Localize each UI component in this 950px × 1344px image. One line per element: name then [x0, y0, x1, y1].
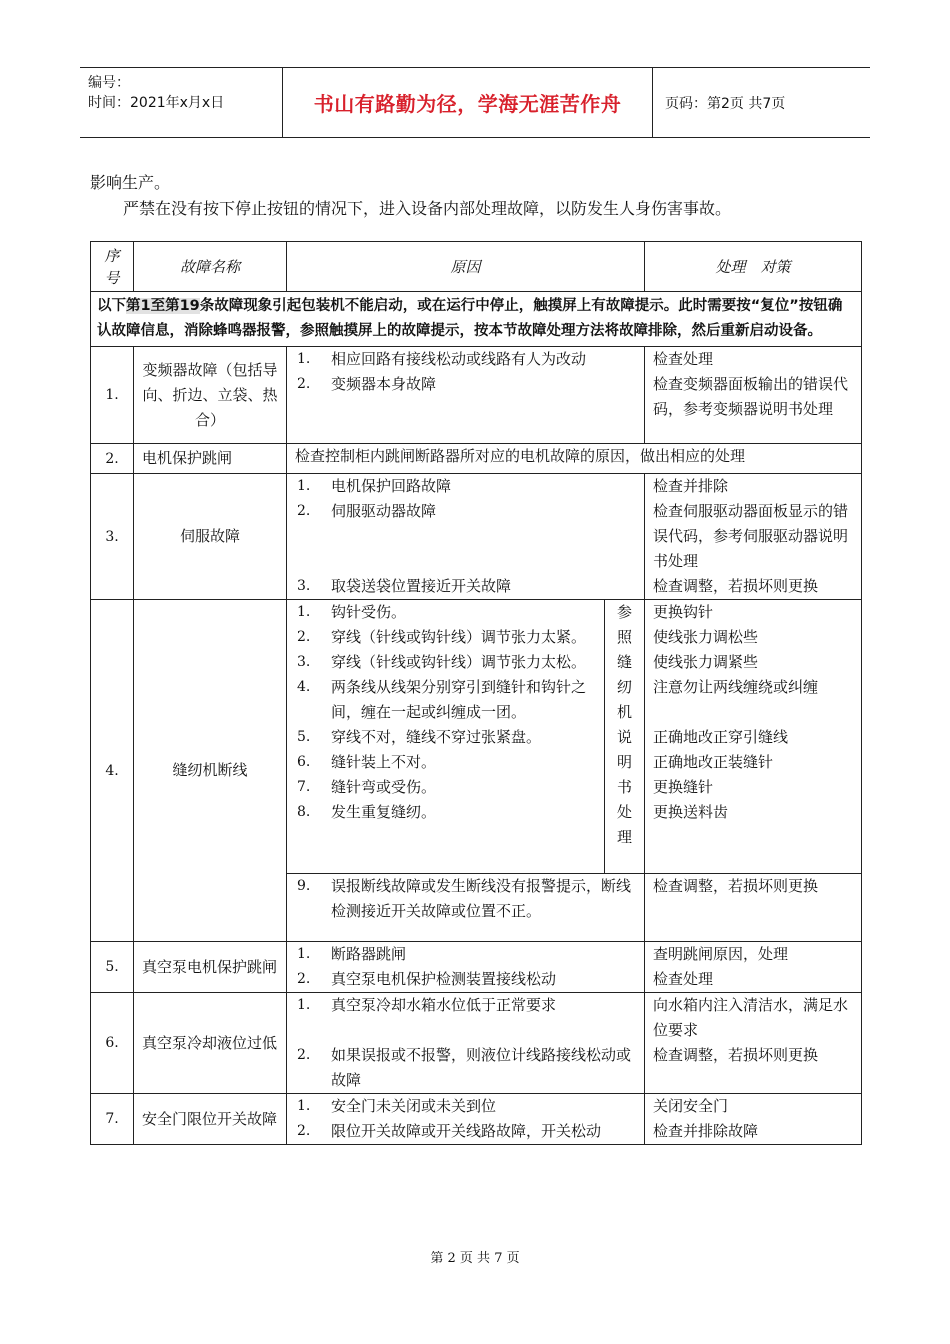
- table-row: [91, 942, 862, 993]
- cause-cell: [287, 347, 645, 444]
- cause-item: 5. 穿线不对，缝线不穿过张紧盘。: [297, 728, 542, 746]
- action-cell: [645, 600, 862, 874]
- action-item: 检查调整，若损坏则更换: [653, 1046, 819, 1064]
- cause-item: 2. 变频器本身故障: [297, 375, 437, 393]
- action-item: 检查伺服驱动器面板显示的错误代码，参考伺服驱动器说明书处理: [653, 502, 849, 570]
- action-cell: [645, 942, 862, 993]
- action-cell: [645, 874, 862, 942]
- cause-cell: [287, 874, 645, 942]
- table-header-row: [91, 242, 862, 292]
- cause-item: 2. 限位开关故障或开关线路故障，开关松动: [297, 1122, 602, 1140]
- cause-item: 6. 缝针装上不对。: [297, 753, 437, 771]
- action-item: 检查调整，若损坏则更换: [653, 877, 819, 895]
- row-seq: 3.: [91, 474, 134, 600]
- table-row: [91, 474, 862, 600]
- action-item: 更换缝针: [653, 778, 714, 796]
- cause-item: 2. 伺服驱动器故障: [297, 502, 437, 520]
- cause-cell: [287, 474, 645, 600]
- table-note-row: [91, 292, 862, 347]
- fault-name: 缝纫机断线: [134, 600, 287, 942]
- cause-item: 7. 缝针弯或受伤。: [297, 778, 437, 796]
- fault-name: 伺服故障: [134, 474, 287, 600]
- table-row: [91, 993, 862, 1094]
- cause-item: 4. 两条线从线架分别穿引到缝针和钩针之间，缠在一起或纠缠成一团。: [297, 678, 587, 721]
- cause-item: 1. 相应回路有接线松动或线路有人为改动: [297, 350, 587, 368]
- page-footer: 第 2 页 共 7 页: [430, 1251, 520, 1266]
- cause-cell: [287, 942, 645, 993]
- fault-name: 电机保护跳闸: [134, 444, 287, 474]
- cause-cell: 检查控制柜内跳闸断路器所对应的电机故障的原因，做出相应的处理: [287, 444, 862, 474]
- row-seq: 1.: [91, 347, 134, 444]
- cause-item: 1. 电机保护回路故障: [297, 477, 452, 495]
- cause-item: 9. 误报断线故障或发生断线没有报警提示，断线检测接近开关故障或位置不正。: [297, 877, 632, 920]
- action-item: 更换送料齿: [653, 803, 729, 821]
- cause-item: 1. 真空泵冷却水箱水位低于正常要求: [297, 996, 557, 1014]
- table-note: 以下第1至第19条故障现象引起包装机不能启动，或在运行中停止，触摸屏上有故障提示。此时需要按“复位”按钮确认故障信息，消除蜂鸣器报警，参照触摸屏上的故障提示，按本节故障处理方法将故障排除，然后重新启动设备。: [91, 292, 862, 347]
- fault-name: 真空泵电机保护跳闸: [134, 942, 287, 993]
- intro-line-1: 影响生产。: [90, 173, 171, 192]
- cause-item: 3. 穿线（针线或钩针线）调节张力太松。: [297, 653, 587, 671]
- slogan: 书山有路勤为径，学海无涯苦作舟: [313, 92, 622, 116]
- cause-item: 2. 如果误报或不报警，则液位计线路接线松动或故障: [297, 1046, 632, 1089]
- table-row: [91, 1094, 862, 1145]
- cause-cell: [287, 993, 645, 1094]
- fault-name: 真空泵冷却液位过低: [134, 993, 287, 1094]
- page-header: [80, 67, 870, 138]
- action-item: 使线张力调松些: [653, 628, 759, 646]
- action-item: 检查处理: [653, 970, 714, 988]
- action-item: 向水箱内注入清洁水，满足水位要求: [653, 996, 849, 1039]
- header-fault-name: 故障名称: [134, 242, 287, 292]
- fault-table: [90, 241, 862, 1145]
- page-number-label: 页码：第2页 共7页: [665, 95, 786, 112]
- row-seq: 2.: [91, 444, 134, 474]
- header-cause: 原因: [287, 242, 645, 292]
- row-seq: 4.: [91, 600, 134, 942]
- header-seq: 序号: [91, 242, 134, 292]
- action-item: 检查并排除故障: [653, 1122, 759, 1140]
- cause-item: 1. 钩针受伤。: [297, 603, 407, 621]
- action-item: 查明跳闸原因，处理: [653, 945, 789, 963]
- table-row: [91, 600, 862, 874]
- action-cell: [645, 993, 862, 1094]
- action-cell: [645, 347, 862, 444]
- header-action: 处理 对策: [645, 242, 862, 292]
- action-item: 正确地改正装缝针: [653, 753, 774, 771]
- action-item: 检查变频器面板输出的错误代码，参考变频器说明书处理: [653, 375, 849, 418]
- action-item: 关闭安全门: [653, 1097, 729, 1115]
- header-page-cell: [653, 68, 870, 137]
- action-item: 更换钩针: [653, 603, 714, 621]
- intro-line-2: 严禁在没有按下停止按钮的情况下，进入设备内部处理故障，以防发生人身伤害事故。: [123, 199, 732, 218]
- date-label: 时间：2021年x月x日: [88, 95, 225, 111]
- table-row: [91, 347, 862, 444]
- cause-item: 1. 安全门未关闭或未关到位: [297, 1097, 497, 1115]
- header-meta: [80, 68, 283, 137]
- number-label: 编号：: [88, 75, 130, 91]
- action-cell: [645, 474, 862, 600]
- fault-name: 安全门限位开关故障: [134, 1094, 287, 1145]
- row-seq: 7.: [91, 1094, 134, 1145]
- cause-item: 8. 发生重复缝纫。: [297, 803, 437, 821]
- note-highlight: 第1至第19: [126, 298, 200, 314]
- reference-manual-cell: 参 照 缝 纫 机 说 明 书 处 理: [605, 600, 645, 874]
- action-item: 注意勿让两线缠绕或纠缠: [653, 678, 819, 696]
- action-item: 检查并排除: [653, 477, 729, 495]
- action-item: 检查处理: [653, 350, 714, 368]
- action-cell: [645, 1094, 862, 1145]
- cause-item: 2. 穿线（针线或钩针线）调节张力太紧。: [297, 628, 587, 646]
- row-seq: 6.: [91, 993, 134, 1094]
- cause-item: 2. 真空泵电机保护检测装置接线松动: [297, 970, 557, 988]
- cause-cell: [287, 1094, 645, 1145]
- row-seq: 5.: [91, 942, 134, 993]
- table-row: [91, 444, 862, 474]
- fault-name: 变频器故障（包括导向、折边、立袋、热合）: [134, 347, 287, 444]
- action-item: 使线张力调紧些: [653, 653, 759, 671]
- cause-item: 1. 断路器跳闸: [297, 945, 407, 963]
- header-slogan-cell: [283, 68, 653, 137]
- action-item: 正确地改正穿引缝线: [653, 728, 789, 746]
- cause-item: 3. 取袋送袋位置接近开关故障: [297, 577, 512, 595]
- action-item: 检查调整，若损坏则更换: [653, 577, 819, 595]
- cause-cell: [287, 600, 605, 874]
